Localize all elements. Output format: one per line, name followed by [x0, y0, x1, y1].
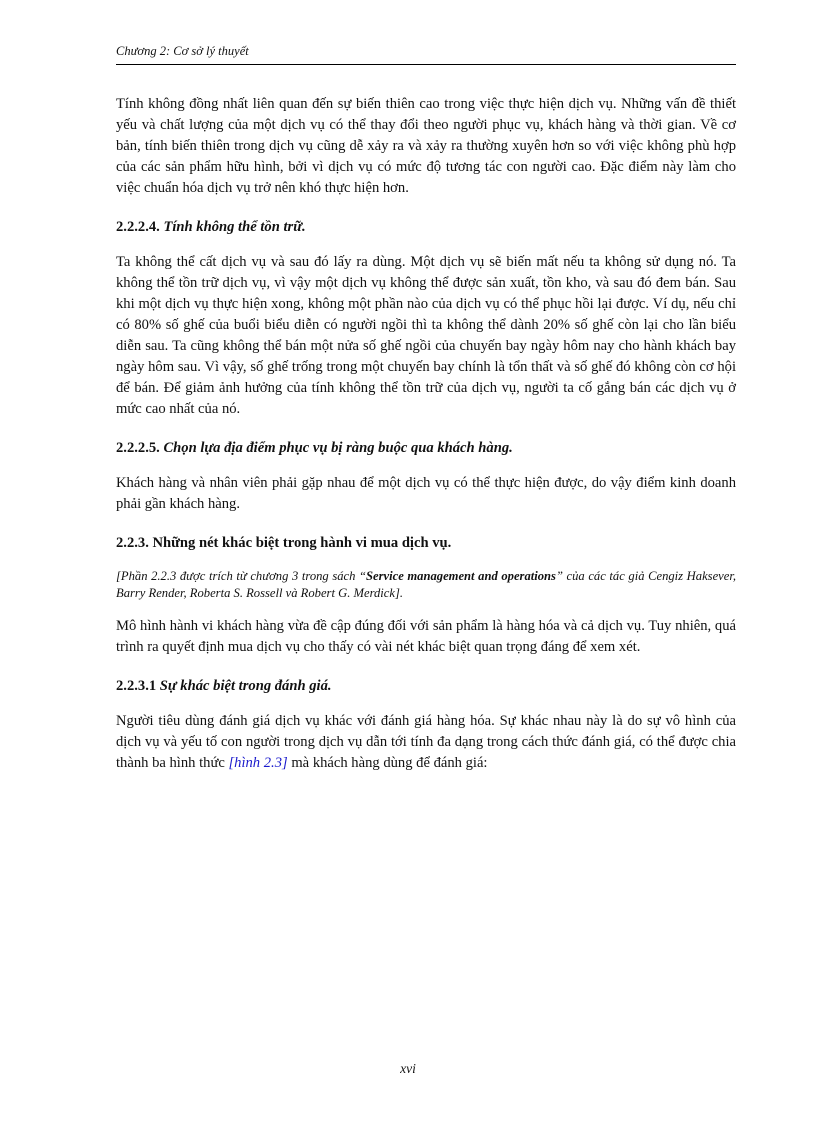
paragraph-location: Khách hàng và nhân viên phải gặp nhau để một dịch vụ có thể thực hiện được, do vậy điểm kinh doanh phải gần khách hàng.	[116, 475, 736, 512]
heading-number: 2.2.3.1	[116, 678, 157, 694]
heading-number: 2.2.2.4.	[116, 219, 160, 235]
heading-2-2-3: 2.2.3. Những nét khác biệt trong hành vi mua dịch vụ.	[116, 535, 452, 551]
book-title: Service management and operations	[366, 569, 556, 583]
heading-title: Chọn lựa địa điểm phục vụ bị ràng buộc qua khách hàng.	[163, 440, 513, 456]
heading-2-2-2-5	[116, 438, 736, 459]
paragraph-behavior-model: Mô hình hành vi khách hàng vừa đề cập đúng đối với sản phẩm là hàng hóa và cả dịch vụ. Tuy nhiên, quá trình ra quyết định mua dịch vụ cho thấy có vài nét khác biệt quan trọng đáng để xem xét.	[116, 618, 736, 655]
heading-title: Sự khác biệt trong đánh giá.	[159, 678, 332, 694]
heading-2-2-2-4	[116, 217, 736, 238]
header-rule	[116, 64, 736, 65]
source-note: [Phần 2.2.3 được trích từ chương 3 trong sách “Service management and operations” của các tác giả Cengiz Haksever, Barry Render, Roberta S. Rossell và Robert G. Merdick].	[116, 569, 736, 600]
heading-2-2-3-1	[116, 676, 736, 697]
heading-title: Tính không thể tồn trữ.	[163, 219, 306, 235]
paragraph-heterogeneity: Tính không đồng nhất liên quan đến sự biến thiên cao trong việc thực hiện dịch vụ. Những vấn đề thiết yếu và chất lượng của một dịch vụ có thể thay đổi theo người phục vụ, khách hàng và thời gian. Về cơ bản, tính biến thiên trong dịch vụ cũng dễ xảy ra và xảy ra thường xuyên hơn so với việc không phù hợp của các sản phẩm hữu hình, bởi vì dịch vụ có mức độ tương tác con người cao. Đặc điểm này làm cho việc chuẩn hóa dịch vụ trở nên khó thực hiện hơn.	[116, 96, 736, 196]
page-body	[116, 94, 736, 774]
page-header: Chương 2: Cơ sở lý thuyết	[116, 44, 249, 58]
heading-number: 2.2.2.5.	[116, 440, 160, 456]
paragraph-perishability: Ta không thể cất dịch vụ và sau đó lấy ra dùng. Một dịch vụ sẽ biến mất nếu ta không sử dụng nó. Ta không thể tồn trữ dịch vụ, vì vậy một dịch vụ không thể được sản xuất, tồn kho, và sau đó đem bán. Sau khi một dịch vụ thực hiện xong, không một phần nào của dịch vụ có thể phục hồi lại được. Ví dụ, nếu chỉ có 80% số ghế của buổi biểu diễn có người ngồi thì ta không thể dành 20% số ghế còn lại cho lần biểu diễn sau. Ta cũng không thể bán một nửa số ghế ngồi của chuyến bay ngày hôm nay cho hành khách bay ngày hôm sau. Vì vậy, số ghế trống trong một chuyến bay chính là tổn thất và số ghế đó không còn cơ hội để bán. Để giảm ảnh hưởng của tính không thể tồn trữ của dịch vụ, người ta cố gắng bán các dịch vụ ở mức cao nhất của nó.	[116, 254, 736, 417]
paragraph-evaluation: Người tiêu dùng đánh giá dịch vụ khác với đánh giá hàng hóa. Sự khác nhau này là do sự vô hình của dịch vụ và yếu tố con người trong dịch vụ dẫn tới tính đa dạng trong cách thức đánh giá, có thể được chia thành ba hình thức [hình 2.3] mà khách hàng dùng để đánh giá:	[116, 713, 736, 771]
page-number: xvi	[400, 1061, 416, 1076]
figure-reference-link[interactable]: [hình 2.3]	[228, 755, 288, 771]
